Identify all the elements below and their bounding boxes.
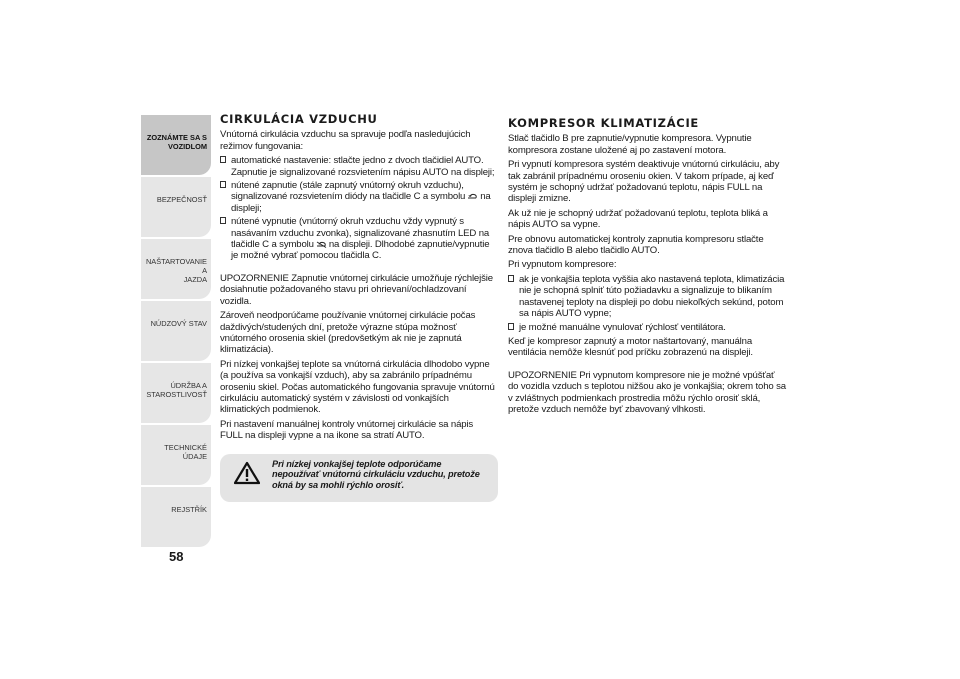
- paragraph: Pri vypnutí kompresora systém deaktivuje vnútornú cirkuláciu, aby tak zabránil prípadnému oroseniu okien. V takom prípade, aj keď systém je schopný udržať požadovanú teplotu, nápis FULL na displeji zmizne.: [508, 159, 780, 205]
- tab-label: ÚDRŽBA A: [170, 381, 207, 390]
- checkbox-bullet-icon: [508, 275, 514, 282]
- warning-text: Pri nízkej vonkajšej teplote odporúčame nepoužívať vnútornú cirkuláciu vzduchu, pretože okná by sa mohli rýchlo orosiť.: [272, 458, 480, 490]
- right-column: [508, 114, 786, 418]
- warning-box: [220, 454, 498, 502]
- tab-technical-data[interactable]: [141, 425, 211, 485]
- list-item: [508, 274, 786, 320]
- checkbox-bullet-icon: [508, 323, 514, 330]
- list-item-text: nútené zapnutie (stále zapnutý vnútorný okruh vzduchu), signalizované rozsvietením diódy na tlačidle C a symbolu: [231, 180, 466, 203]
- paragraph: Pri vypnutom kompresore:: [508, 259, 617, 271]
- list-item: [220, 180, 498, 214]
- list-item-text: ak je vonkajšia teplota vyššia ako nastavená teplota, klimatizácia nie je schopná splniť túto požiadavku a signalizuje to blikaním nastavenej teploty na displeji po dobu niekoľkých sekúnd, potom sa nápis AUTO vypne;: [519, 273, 785, 320]
- recirculation-off-icon: [316, 241, 327, 248]
- paragraph: Keď je kompresor zapnutý a motor naštartovaný, manuálna ventilácia nemôže klesnúť pod príčku zobrazenú na displeji.: [508, 335, 753, 359]
- tab-safety[interactable]: [141, 177, 211, 237]
- list-item-text: na displeji. Dlhodobé zapnutie/vypnutie je možné vybrať pomocou tlačidla C.: [231, 239, 490, 262]
- section-heading-air-recirculation: CIRKULÁCIA VZDUCHU: [220, 112, 378, 126]
- list-item-text: automatické nastavenie: stlačte jedno z dvoch tlačidiel AUTO. Zapnutie je signalizované rozsvietením nápisu AUTO na displeji;: [231, 155, 495, 178]
- note-paragraph: UPOZORNENIE Pri vypnutom kompresore nie je možné vpúšťať do vozidla vzduch s teplotou nižšou ako je vonkajšia; okrem toho sa v zvláštnych podmienkach prostredia môžu rýchlo orosiť sklá, pretože vzduch nemôže byť zbavovaný vlhkosti.: [508, 369, 786, 415]
- tab-label: VOZIDLOM: [167, 142, 207, 151]
- tab-label: NÚDZOVÝ STAV: [150, 319, 207, 328]
- paragraph: Pri nastavení manuálnej kontroly vnútornej cirkulácie sa nápis FULL na displeji vypne a na ikone sa stratí AUTO.: [220, 418, 474, 442]
- paragraph: Zároveň neodporúčame používanie vnútornej cirkulácie počas daždivých/studených dní, pretože výrazne stúpa možnosť vnútorného orosenia skiel (predovšetkým ak nie je zapnutá klimatizácia).: [220, 310, 476, 356]
- paragraph: Pre obnovu automatickej kontroly zapnutia kompresoru stlačte znova tlačidlo B alebo tlačidlo AUTO.: [508, 233, 764, 257]
- warning-triangle-icon: [234, 461, 260, 485]
- checkbox-bullet-icon: [220, 181, 226, 188]
- compressor-off-list: [508, 274, 786, 333]
- tab-label: REJSTŘÍK: [171, 505, 207, 514]
- tab-label: NAŠTARTOVANIE A: [145, 257, 207, 275]
- chapter-tabs: [141, 115, 211, 549]
- page-number: 58: [169, 549, 184, 564]
- tab-label: TECHNICKÉ ÚDAJE: [164, 443, 207, 461]
- tab-maintenance[interactable]: [141, 363, 211, 423]
- tab-label: JAZDA: [183, 275, 207, 284]
- list-item: [220, 155, 498, 178]
- left-column: [220, 114, 498, 502]
- tab-index[interactable]: [141, 487, 211, 547]
- checkbox-bullet-icon: [220, 156, 226, 163]
- list-item: [508, 322, 786, 333]
- recirculation-icon: [467, 193, 478, 200]
- list-item-text: na displeji;: [231, 191, 491, 214]
- tab-label: BEZPEČNOSŤ: [156, 195, 207, 204]
- tab-emergency[interactable]: [141, 301, 211, 361]
- tab-get-to-know-vehicle[interactable]: [141, 115, 211, 175]
- paragraph: Pri nízkej vonkajšej teplote sa vnútorná cirkulácia dlhodobo vypne (a používa sa vonkajší vzduch), aby sa zabránilo prípadnému oroseniu skiel. Počas automatického fungovania spravuje vnútornú cirkuláciu automatický systém v závislosti od vonkajších klimatických podmienok.: [220, 358, 495, 416]
- tab-starting-and-driving[interactable]: [141, 239, 211, 299]
- list-item-text: je možné manuálne vynulovať rýchlosť ventilátora.: [519, 321, 726, 333]
- paragraph: Stlač tlačidlo B pre zapnutie/vypnutie kompresora. Vypnutie kompresora zostane uložené aj po zastavení motora.: [508, 133, 752, 156]
- list-item: [220, 216, 498, 262]
- note-paragraph: UPOZORNENIE Zapnutie vnútornej cirkulácie umožňuje rýchlejšie dosiahnutie požadovaného stavu pri ohrievaní/ochladzovaní vozidla.: [220, 272, 493, 307]
- paragraph: Ak už nie je schopný udržať požadovanú teplotu, teplota bliká a nápis AUTO sa vypne.: [508, 207, 768, 231]
- list-item-text: nútené vypnutie (vnútorný okruh vzduchu vždy vypnutý s nasávaním vzduchu zvonka), signalizované zhasnutím LED na tlačidle C a symbolu: [231, 216, 490, 251]
- checkbox-bullet-icon: [220, 217, 226, 224]
- paragraph: Vnútorná cirkulácia vzduchu sa spravuje podľa nasledujúcich režimov fungovania:: [220, 129, 471, 152]
- mode-list: [220, 155, 498, 262]
- tab-label: STAROSTLIVOSŤ: [146, 390, 207, 399]
- tab-label: ZOZNÁMTE SA S: [146, 133, 207, 142]
- section-heading-ac-compressor: KOMPRESOR KLIMATIZÁCIE: [508, 116, 699, 130]
